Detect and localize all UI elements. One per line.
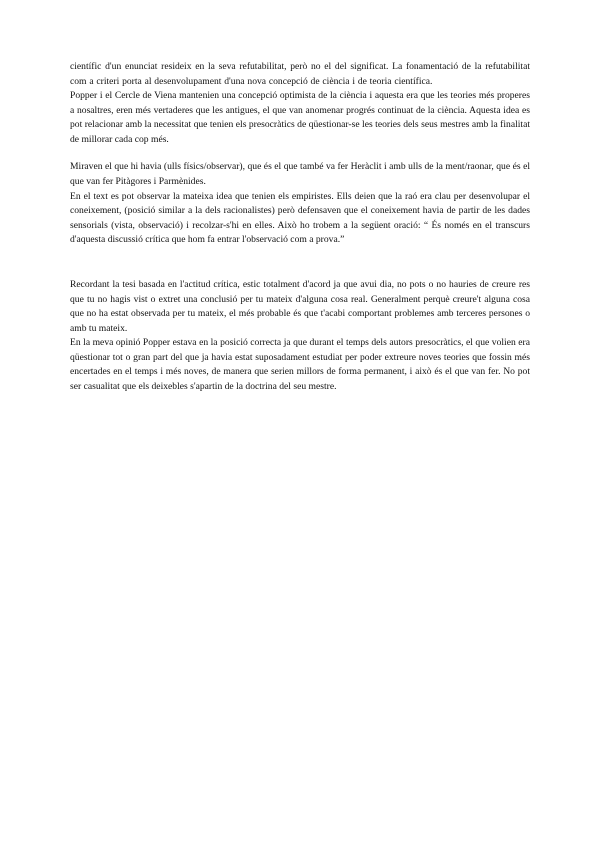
paragraph-4: En el text es pot observar la mateixa idea que tenien els empiristes. Ells deien que la raó era clau per desenvolupar el coneixement, (posició similar a la dels racionalistes) però defensaven que el coneixement havia de partir de les dades sensorials (vista, observació) i recolzar-s'hi en elles. Això ho trobem a la següent oració: “ És només en el transcurs d'aquesta discussió crítica que hom fa entrar l'observació com a prova.” [70, 190, 530, 246]
paragraph-spacer-1 [70, 147, 530, 160]
paragraph-5: Recordant la tesi basada en l'actitud crítica, estic totalment d'acord ja que avui dia, no pots o no hauries de creure res que tu no hagis vist o extret una conclusió per tu mateix d'alguna cosa real. Generalment perquè creure't alguna cosa que no ha estat observada per tu mateix, el més probable és que t'acabi comportant problemes amb terceres persones o amb tu mateix. [70, 278, 530, 334]
paragraph-2: Popper i el Cercle de Viena mantenien una concepció optimista de la ciència i aquesta era que les teories més properes a nosaltres, eren més vertaderes que les antigues, el que van anomenar progrés continuat de la ciència. Aquesta idea es pot relacionar amb la necessitat que tenien els presocràtics de qüestionar-se les teories dels seus mestres amb la finalitat de millorar cada cop més. [70, 90, 530, 145]
paragraph-1: científic d'un enunciat resideix en la seva refutabilitat, però no el del significat. La fonamentació de la refutabilitat com a criteri porta al desenvolupament d'una nova concepció de ciència i de teoria científica. [70, 61, 530, 87]
paragraph-spacer-3 [70, 265, 530, 278]
document-body [70, 60, 530, 395]
paragraph-6: En la meva opinió Popper estava en la posició correcta ja que durant el temps dels autors presocràtics, el que volien era qüestionar tot o gran part del que ja havia estat suposadament estudiat per poder extreure noves teories que fossin més encertades en el temps i més noves, de manera que serien millors de forma permanent, i això és el que van fer. No pot ser casualitat que els deixebles s'apartin de la doctrina del seu mestre. [70, 337, 530, 392]
paragraph-3: Miraven el que hi havia (ulls físics/observar), que és el que també va fer Heràclit i amb ulls de la ment/raonar, que és el que van fer Pitàgores i Parmènides. [70, 161, 530, 188]
paragraph-spacer-2 [70, 248, 530, 265]
